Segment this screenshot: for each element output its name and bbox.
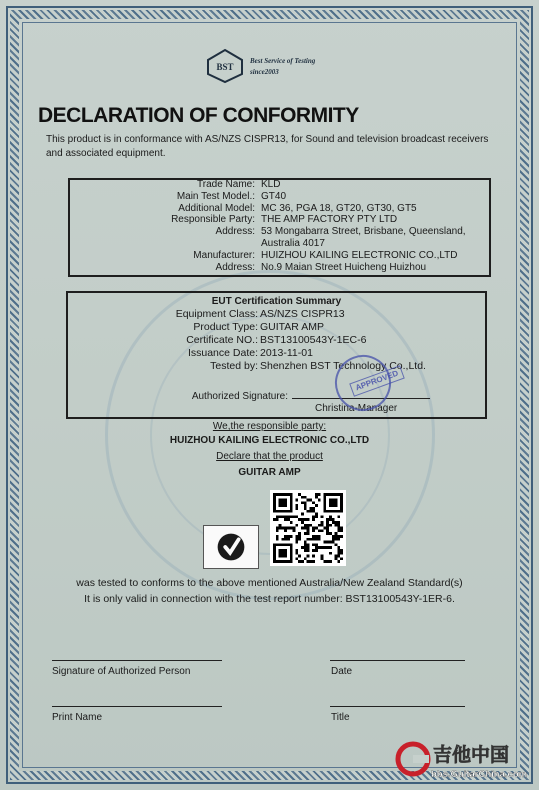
print-name-field-label: Print Name xyxy=(52,712,103,723)
guitarchina-logo-icon xyxy=(395,735,535,783)
summary-title: EUT Certification Summary xyxy=(211,296,342,307)
print-name-line xyxy=(52,706,222,707)
summary-value: GUITAR AMP xyxy=(260,321,324,333)
product-info-value: THE AMP FACTORY PTY LTD xyxy=(261,214,398,226)
declaring-company: HUIZHOU KAILING ELECTRONIC CO.,LTD xyxy=(169,435,370,446)
product-info-value: HUIZHOU KAILING ELECTRONIC CO.,LTD xyxy=(261,249,458,261)
watermark-url: bbs.GuitarChina.com xyxy=(431,769,528,780)
product-info-label: Responsible Party: xyxy=(171,214,255,226)
responsible-party-line: We,the responsible party: xyxy=(212,421,327,432)
product-info-value: 53 Mongabarra Street, Brisbane, Queensland, xyxy=(261,226,466,238)
summary-label: Equipment Class: xyxy=(175,308,258,320)
product-info-value: MC 36, PGA 18, GT20, GT30, GT5 xyxy=(261,202,417,214)
declare-line: Declare that the product xyxy=(216,451,323,462)
tested-statement: was tested to conforms to the above mentioned Australia/New Zealand Standard(s) xyxy=(76,577,463,589)
summary-label: Issuance Date: xyxy=(187,347,258,359)
watermark-chinese: 吉他中国 xyxy=(433,744,510,766)
product-info-label: Manufacturer: xyxy=(193,249,255,261)
signature-field-label: Signature of Authorized Person xyxy=(52,666,191,677)
product-info-value: No.9 Maian Street Huicheng Huizhou xyxy=(261,261,427,273)
date-field-label: Date xyxy=(331,666,353,677)
declared-product: GUITAR AMP xyxy=(238,467,301,478)
logo-acronym: BST xyxy=(216,62,234,72)
bst-logo-icon xyxy=(204,48,246,84)
product-info-label: Address: xyxy=(215,226,255,238)
logo-tagline: Best Service of Testing xyxy=(250,57,316,65)
summary-label: Product Type: xyxy=(193,321,258,333)
summary-value: 2013-11-01 xyxy=(260,347,313,359)
guitarchina-watermark xyxy=(395,735,535,783)
summary-label: Tested by: xyxy=(210,360,258,372)
signer-name: Christina-Manager xyxy=(315,403,398,414)
product-info-label: Main Test Model.: xyxy=(176,190,255,202)
document-title: DECLARATION OF CONFORMITY xyxy=(38,104,359,127)
date-line xyxy=(330,660,465,661)
product-info-label: Additional Model: xyxy=(178,202,255,214)
signature-line xyxy=(52,660,222,661)
product-info-value: Australia 4017 xyxy=(261,238,325,249)
logo-since: since2003 xyxy=(250,68,279,76)
approval-stamp-text: APPROVED xyxy=(349,365,405,397)
authorized-signature-label: Authorized Signature: xyxy=(191,391,288,402)
title-line xyxy=(330,706,465,707)
title-field-label: Title xyxy=(331,712,350,723)
validity-statement: It is only valid in connection with the test report number: BST13100543Y-1ER-6. xyxy=(84,593,455,605)
intro-text: This product is in conformance with AS/NZS CISPR13, for Sound and television broadcast receivers and associated equipment. xyxy=(46,134,489,159)
product-info-label: Address: xyxy=(215,261,255,273)
product-info-label: Trade Name: xyxy=(197,179,255,190)
c-tick-mark-icon xyxy=(203,525,259,569)
summary-label: Certificate NO.: xyxy=(186,334,258,346)
summary-value: BST13100543Y-1EC-6 xyxy=(260,334,367,346)
product-info-value: KLD xyxy=(261,179,281,190)
qr-code-icon xyxy=(270,490,346,566)
product-info-value: GT40 xyxy=(261,190,287,202)
summary-value: Shenzhen BST Technology Co.,Ltd. xyxy=(260,360,426,372)
summary-value: AS/NZS CISPR13 xyxy=(260,308,345,320)
